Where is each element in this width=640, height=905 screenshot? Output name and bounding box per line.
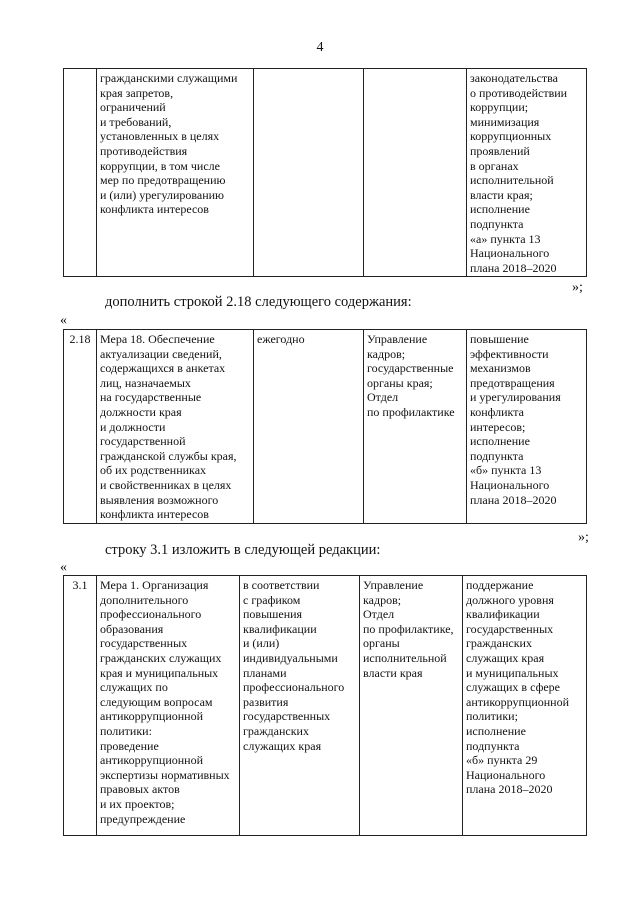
- deadline-cell: в соответствии с графиком повышения квалификации и (или) индивидуальными планами профессионального развития государственных гражданских служащих края: [240, 576, 360, 836]
- deadline-cell: ежегодно: [254, 330, 364, 524]
- closing-quote: »;: [578, 530, 589, 545]
- measure-cell: гражданскими служащими края запретов, ограничений и требований, установленных в целях противодействия коррупции, в том числе мер по предотвращению и (или) урегулированию конфликта интересов: [97, 69, 254, 277]
- row-number-cell: 2.18: [64, 330, 97, 524]
- result-cell: поддержание должного уровня квалификации государственных гражданских служащих края и муниципальных служащих в сфере антикоррупционной политики; исполнение подпункта «б» пункта 29 Национального плана 2018–2020: [463, 576, 587, 836]
- responsible-cell: Управление кадров; государственные органы края; Отдел по профилактике: [364, 330, 467, 524]
- amendment-phrase: строку 3.1 изложить в следующей редакции:: [105, 542, 381, 558]
- table-row: [64, 69, 587, 277]
- result-cell: повышение эффективности механизмов предотвращения и урегулирования конфликта интересов; исполнение подпункта «б» пункта 13 Национального плана 2018–2020: [467, 330, 587, 524]
- closing-quote: »;: [572, 280, 583, 295]
- opening-quote: «: [60, 313, 67, 328]
- result-cell: законодательства о противодействии коррупции; минимизация коррупционных проявлений в органах исполнительной власти края; исполнение подпункта «а» пункта 13 Национального плана 2018–2020: [467, 69, 587, 277]
- table-row: [64, 576, 587, 836]
- row-number-cell: 3.1: [64, 576, 97, 836]
- measure-cell: Мера 18. Обеспечение актуализации сведений, содержащихся в анкетах лиц, назначаемых на государственные должности края и должности государственной гражданской службы края, об их родственниках и свойственниках в целях выявления возможного конфликта интересов: [97, 330, 254, 524]
- amendment-phrase: дополнить строкой 2.18 следующего содержания:: [105, 294, 412, 310]
- table-continuation: [63, 68, 587, 277]
- responsible-cell: Управление кадров; Отдел по профилактике, органы исполнительной власти края: [360, 576, 463, 836]
- opening-quote: «: [60, 560, 67, 575]
- deadline-cell: [254, 69, 364, 277]
- page-number: 4: [316, 40, 324, 55]
- row-number-cell: [64, 69, 97, 277]
- table-row-3-1: [63, 575, 587, 836]
- table-row-2-18: [63, 329, 587, 524]
- measure-cell: Мера 1. Организация дополнительного профессионального образования государственных гражданских служащих края и муниципальных служащих по следующим вопросам антикоррупционной политики: проведение антикоррупционной экспертизы нормативных правовых актов и их проектов; предупреждение: [97, 576, 240, 836]
- table-row: [64, 330, 587, 524]
- responsible-cell: [364, 69, 467, 277]
